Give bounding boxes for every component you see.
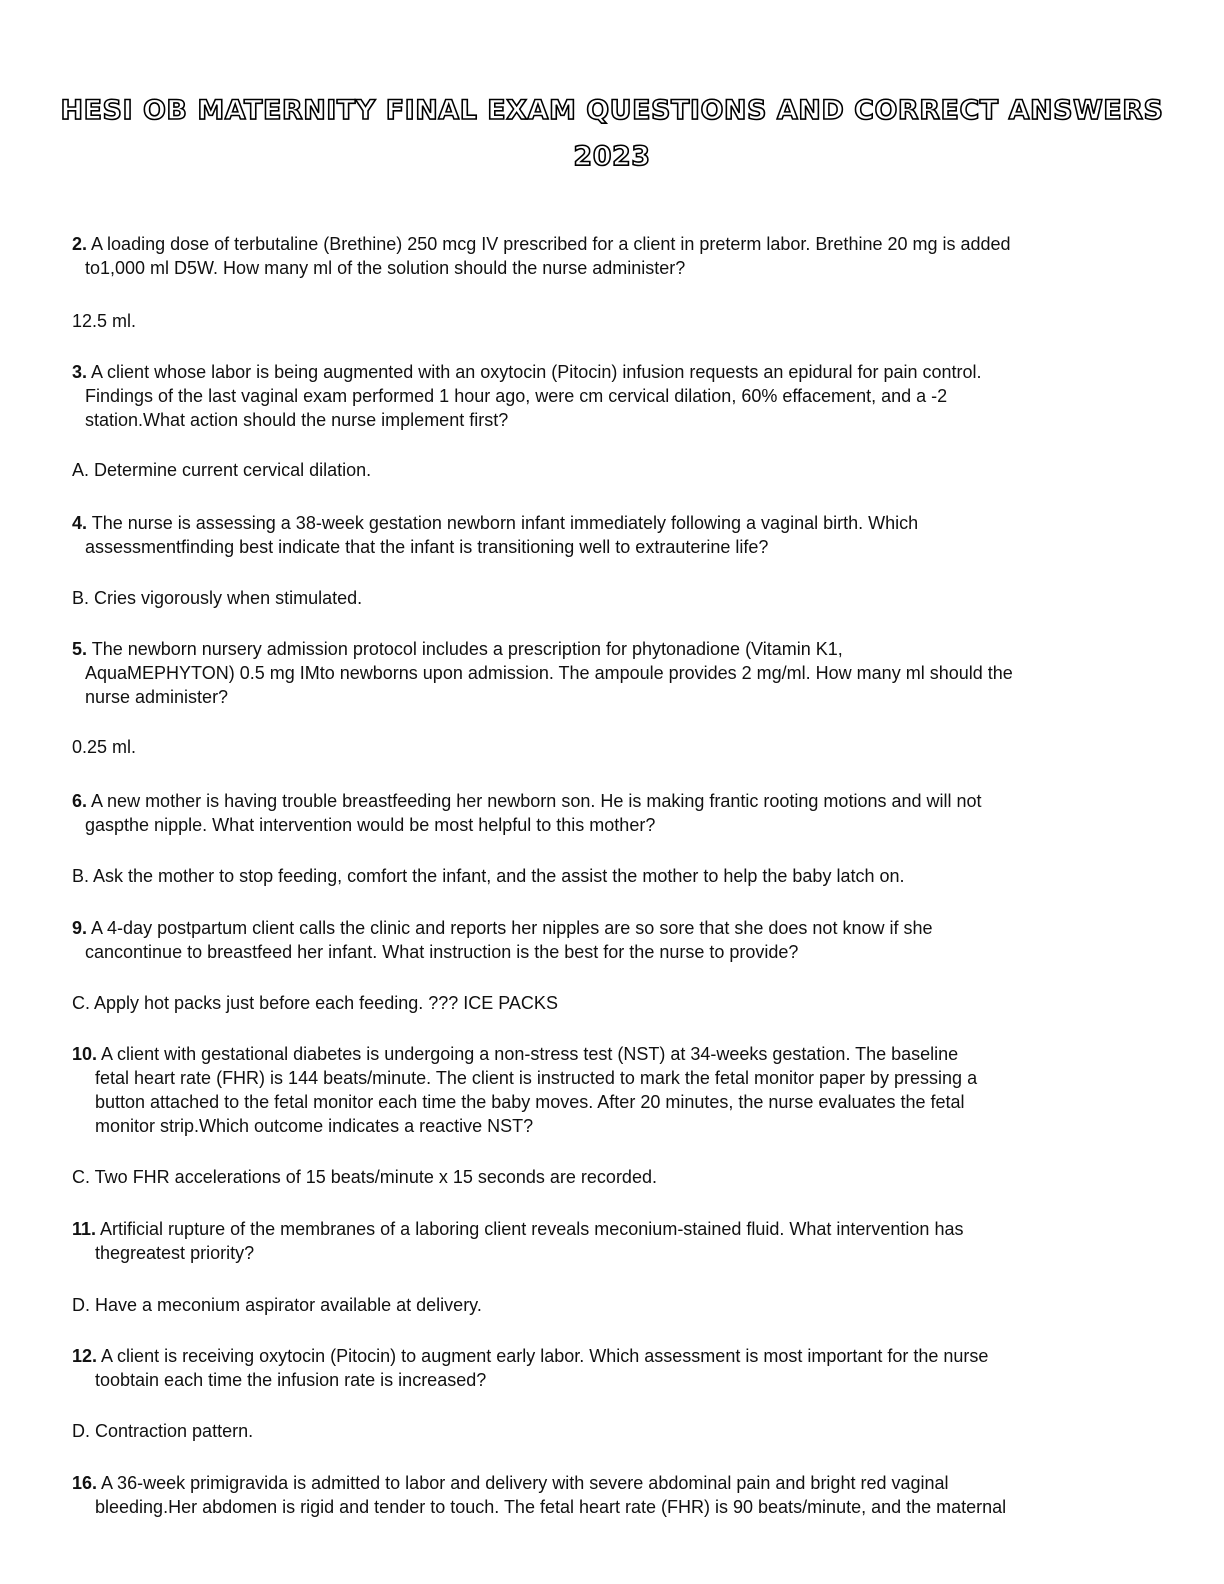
question-line: A client is receiving oxytocin (Pitocin) to augment early labor. Which assessment is most important for the nurse	[101, 1346, 989, 1366]
answer-text: D. Have a meconium aspirator available at delivery.	[72, 1295, 482, 1315]
question-text	[72, 360, 982, 384]
question-number: 10.	[72, 1044, 98, 1064]
answer-text: A. Determine current cervical dilation.	[72, 460, 372, 480]
question-text	[72, 1344, 988, 1368]
question-text-continued: gaspthe nipple. What intervention would be most helpful to this mother?	[85, 815, 656, 835]
question-line: A client with gestational diabetes is undergoing a non-stress test (NST) at 34-weeks gestation. The baseline	[101, 1044, 959, 1064]
question-number: 11.	[72, 1219, 97, 1239]
document-title-line2: 2023	[573, 141, 651, 172]
question-text-continued: to1,000 ml D5W. How many ml of the solution should the nurse administer?	[85, 258, 686, 278]
question-text	[72, 1471, 949, 1495]
question-number: 9.	[72, 918, 88, 938]
answer-text: 12.5 ml.	[72, 311, 137, 331]
question-line: The nurse is assessing a 38-week gestation newborn infant immediately following a vaginal birth. Which	[91, 513, 919, 533]
question-line: The newborn nursery admission protocol includes a prescription for phytonadione (Vitamin K1,	[91, 639, 843, 659]
answer-text: 0.25 ml.	[72, 737, 137, 757]
question-text	[72, 232, 1011, 256]
question-text-continued: nurse administer?	[85, 687, 229, 707]
question-number: 12.	[72, 1346, 98, 1366]
document-title-line1: HESI OB MATERNITY FINAL EXAM QUESTIONS AND CORRECT ANSWERS	[60, 95, 1164, 126]
question-line: A 36-week primigravida is admitted to labor and delivery with severe abdominal pain and bright red vaginal	[101, 1473, 949, 1493]
question-text	[72, 511, 918, 535]
question-number: 3.	[72, 362, 88, 382]
question-text	[72, 916, 933, 940]
question-text-continued: bleeding.Her abdomen is rigid and tender to touch. The fetal heart rate (FHR) is 90 beats/minute, and the maternal	[95, 1497, 1007, 1517]
answer-text: C. Apply hot packs just before each feeding. ??? ICE PACKS	[72, 993, 558, 1013]
question-number: 5.	[72, 639, 88, 659]
question-text-continued: station.What action should the nurse implement first?	[85, 410, 509, 430]
question-text	[72, 789, 982, 813]
question-number: 6.	[72, 791, 88, 811]
question-text-continued: toobtain each time the infusion rate is increased?	[95, 1370, 487, 1390]
question-line: A client whose labor is being augmented with an oxytocin (Pitocin) infusion requests an epidural for pain control.	[91, 362, 982, 382]
question-text-continued: cancontinue to breastfeed her infant. What instruction is the best for the nurse to provide?	[85, 942, 799, 962]
answer-text: B. Cries vigorously when stimulated.	[72, 588, 363, 608]
answer-text: B. Ask the mother to stop feeding, comfort the infant, and the assist the mother to help the baby latch on.	[72, 866, 905, 886]
question-text-continued: monitor strip.Which outcome indicates a reactive NST?	[95, 1116, 534, 1136]
question-text	[72, 637, 843, 661]
question-line: A 4-day postpartum client calls the clinic and reports her nipples are so sore that she does not know if she	[91, 918, 933, 938]
answer-text: D. Contraction pattern.	[72, 1421, 254, 1441]
question-text-continued: AquaMEPHYTON) 0.5 mg IMto newborns upon admission. The ampoule provides 2 mg/ml. How many ml should the	[85, 663, 1013, 683]
question-line: Artificial rupture of the membranes of a laboring client reveals meconium-stained fluid. What intervention has	[100, 1219, 964, 1239]
question-number: 4.	[72, 513, 88, 533]
question-number: 2.	[72, 234, 88, 254]
question-text-continued: button attached to the fetal monitor each time the baby moves. After 20 minutes, the nurse evaluates the fetal	[95, 1092, 965, 1112]
question-line: A loading dose of terbutaline (Brethine) 250 mcg IV prescribed for a client in preterm labor. Brethine 20 mg is added	[91, 234, 1011, 254]
question-text-continued: fetal heart rate (FHR) is 144 beats/minute. The client is instructed to mark the fetal monitor paper by pressing a	[95, 1068, 978, 1088]
question-text	[72, 1042, 958, 1066]
question-text-continued: assessmentfinding best indicate that the infant is transitioning well to extrauterine life?	[85, 537, 769, 557]
question-line: A new mother is having trouble breastfeeding her newborn son. He is making frantic rooting motions and will not	[91, 791, 982, 811]
answer-text: C. Two FHR accelerations of 15 beats/minute x 15 seconds are recorded.	[72, 1167, 657, 1187]
question-text	[72, 1217, 963, 1241]
question-text-continued: Findings of the last vaginal exam performed 1 hour ago, were cm cervical dilation, 60% effacement, and a -2	[85, 386, 948, 406]
question-text-continued: thegreatest priority?	[95, 1243, 255, 1263]
question-number: 16.	[72, 1473, 98, 1493]
